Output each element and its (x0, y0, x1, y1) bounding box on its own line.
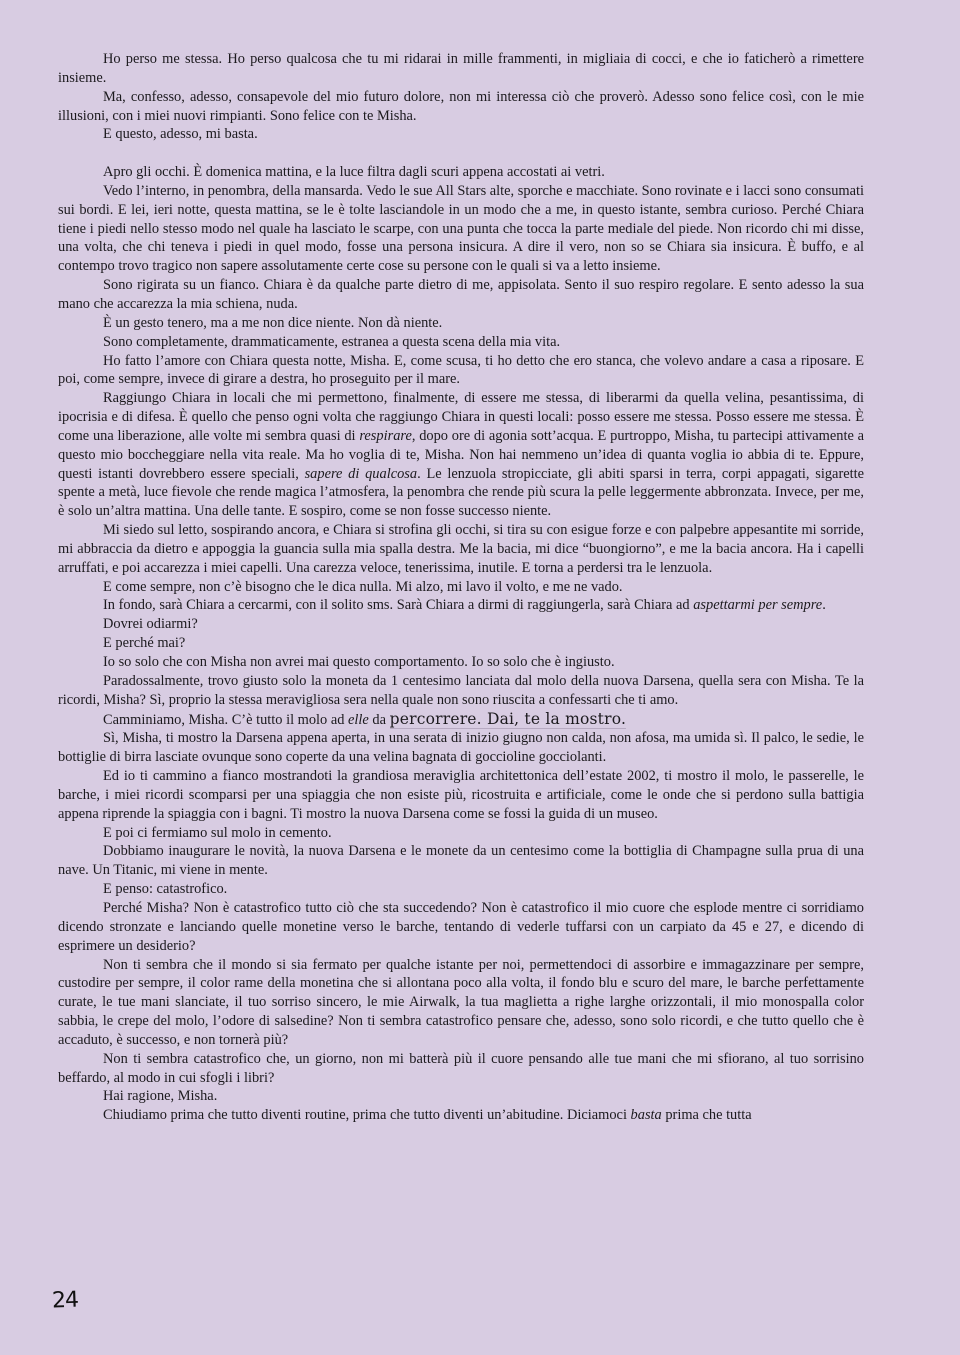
text-run: Sono completamente, drammaticamente, estranea a questa scena della mia vita. (103, 333, 561, 350)
text-run: E come sempre, non c’è bisogno che le dica nulla. Mi alzo, mi lavo il volto, e me ne vado. (103, 578, 623, 595)
text-run: prima che tutta (661, 1107, 752, 1124)
paragraph (58, 1106, 864, 1125)
paragraph (58, 352, 864, 390)
text-run: E penso: catastrofico. (103, 881, 228, 898)
paragraph (58, 163, 864, 182)
text-run: Vedo l’interno, in penombra, della mansarda. Vedo le sue All Stars alte, sporche e macchiate. Sono rovinate e i lacci sono consumati sui bordi. E lei, ieri notte, questa mattina, se le è tolte lasciandole in un modo che a me, in questo istante, sembra curioso. Perché Chiara tiene i piedi nello stesso modo nel quale ha lasciato le scarpe, con una punta che tocca la parte mediale del piede. Non ricordo chi mi disse, una volta, che chi teneva i piedi in quel modo, fosse una persona insicura. A dire il vero, non so se Chiara sia insicura. È buffo, e al contempo trovo tragico non sapere assolutamente certe cose su persone con le quali si va a letto insieme. (58, 182, 864, 275)
paragraph (58, 653, 864, 672)
italic-text: respirare (359, 427, 412, 444)
text-run: Sono rigirata su un fianco. Chiara è da qualche parte dietro di me, appisolata. Sento il suo respiro regolare. E sento adesso la sua mano che accarezza la mia schiena, nuda. (58, 277, 864, 312)
paragraph (58, 125, 864, 144)
text-run: È un gesto tenero, ma a me non dice niente. Non dà niente. (103, 314, 443, 331)
paragraph (58, 521, 864, 578)
paragraph (58, 314, 864, 333)
text-run: Apro gli occhi. È domenica mattina, e la luce filtra dagli scuri appena accostati ai vetri. (103, 164, 605, 181)
text-run: Non ti sembra catastrofico che, un giorno, non mi batterà più il cuore pensando alle tue mani che mi sfiorano, al tuo sorrisino beffardo, al modo in cui sfogli i libri? (58, 1050, 864, 1086)
text-run: Hai ragione, Misha. (103, 1088, 218, 1105)
text-run: Ho fatto l’amore con Chiara questa notte, Misha. E, come scusa, ti ho detto che ero stanca, che volevo andare a casa a riposare. E poi, come sempre, invece di girare a destra, ho proseguito per il mare. (58, 352, 864, 388)
page-number: 24 (51, 1287, 79, 1314)
paragraph (58, 824, 864, 843)
paragraph (58, 880, 864, 899)
italic-text: sapere di qualcosa (304, 465, 418, 482)
text-run: da (368, 711, 390, 728)
text-run: Paradossalmente, trovo giusto solo la moneta da 1 centesimo lanciata dal molo della nuova Darsena, quella sera con Misha. Te la ricordi, Misha? Sì, proprio la stessa meravigliosa sera nella quale non sono riuscita a confessarti che ti amo. (58, 672, 864, 708)
text-run: Non ti sembra che il mondo si sia fermato per qualche istante per noi, permettendoci di assorbire e immagazzinare per sempre, custodire per sempre, il color rame della monetina che si allontana poco alla volta, il fondo blu e scuro del mare, le barche perfettamente curate, le tue mani slanciate, il tuo sorriso sincero, le mie Airwalk, la tua maglietta a righe larghe orizzontali, il mio monospalla color sabbia, le crepe del molo, l’odore di salsedine? Non ti sembra catastrofico pensare che, adesso, sono solo ricordi, e che tutto quello che è accaduto, è successo, e non tornerà più? (58, 956, 864, 1048)
text-run: , dopo ore di agonia sott’acqua. E purtroppo, Misha, tu partecipi attivamente a questo mio boccheggiare nella vita reale. Ma ho voglia di te, Misha. Non hai nemmeno un’idea di quanta voglia io abbia di te. Eppure, questi istanti dovrebbero essere speciali, (58, 427, 864, 482)
text-run: Dobbiamo inaugurare le novità, la nuova Darsena e le monete da un centesimo come la bottiglia di Champagne sulla prua di una nave. Un Titanic, mi viene in mente. (58, 843, 864, 879)
paragraph (58, 842, 864, 880)
text-run: Chiudiamo prima che tutto diventi routine, prima che tutto diventi un’abitudine. Diciamoci (103, 1107, 631, 1124)
paragraph (58, 615, 864, 634)
text-run: Mi siedo sul letto, sospirando ancora, e Chiara si strofina gli occhi, si tira su con esigue forze e con palpebre appesantite mi sorride, mi abbraccia da dietro e appoggia la guancia sulla mia spalla destra. Me la bacia, mi dice “buongiorno”, e me la bacia ancora. Ha i capelli arruffati, e poi accarezza i miei capelli. Una carezza veloce, tenerissima, inutile. E torna a perdersi tra le lenzuola. (58, 522, 864, 576)
text-run: Perché Misha? Non è catastrofico tutto ciò che sta succedendo? Non è catastrofico il mio cuore che esplode mentre ci sorridiamo dicendo stronzate e lanciando quelle monetine verso le barche, tentando di vederle tuffarsi con un carpiato da 45 e 27, e dicendo di esprimere un desiderio? (58, 899, 864, 954)
paragraph (58, 1087, 864, 1106)
paragraph (58, 88, 864, 126)
italic-text: elle (348, 711, 369, 728)
text-run: Ma, confesso, adesso, consapevole del mio futuro dolore, non mi interessa ciò che proverò. Adesso sono felice così, con le mie illusioni, con i miei nuovi rimpianti. Sono felice con te Misha. (58, 88, 864, 124)
paragraph (58, 956, 864, 1050)
text-run: Ed io ti cammino a fianco mostrandoti la grandiosa meraviglia architettonica dell’estate 2002, ti mostro il molo, le passerelle, le barche, i miei ricordi scomparsi per una spiaggia che non esiste più, ricostruita e artificiale, come le onde che si perdono sulla battigia appena riprende la spiaggia con i bagni. Ti mostro la nuova Darsena come se fossi la guida di un museo. (58, 768, 864, 822)
text-run: percorrere. Dai, te la mostro. (389, 709, 627, 728)
paragraph (58, 182, 864, 276)
paragraph (58, 50, 864, 88)
paragraph (58, 276, 864, 314)
paragraph (58, 578, 864, 597)
paragraph (58, 710, 864, 730)
text-run: Dovrei odiarmi? (103, 616, 198, 633)
text-run: Ho perso me stessa. Ho perso qualcosa che tu mi ridarai in mille frammenti, in migliaia di cocci, e che io faticherò a rimettere insieme. (58, 51, 864, 86)
italic-text: aspettarmi per sempre (693, 597, 823, 614)
text-run: Camminiamo, Misha. C’è tutto il molo ad (103, 711, 349, 728)
paragraph (58, 899, 864, 956)
text-run: E perché mai? (103, 635, 186, 652)
paragraph (58, 729, 864, 767)
paragraph (58, 389, 864, 521)
italic-text: basta (630, 1107, 662, 1124)
text-run: E poi ci fermiamo sul molo in cemento. (103, 824, 332, 841)
paragraph (58, 333, 864, 352)
body-text (58, 50, 864, 1125)
text-run: . Le lenzuola stropicciate, gli abiti sparsi in terra, corpi appagati, sigarette spente a metà, luce fievole che rende magica l’atmosfera, la penombra che rende più scura la pelle leggermente abbronzata. Invece, per me, è solo un’altra mattina. Una delle tante. E sospiro, come se non fosse successo niente. (58, 465, 865, 520)
text-run: In fondo, sarà Chiara a cercarmi, con il solito sms. Sarà Chiara a dirmi di raggiungerla, sarà Chiara ad (103, 597, 694, 614)
text-run: Sì, Misha, ti mostro la Darsena appena aperta, in una serata di inizio giugno non calda, non afosa, ma umida sì. Il palco, le sedie, le bottiglie di birra lasciate ovunque sono coperte da una velina bagnata di goccioline gocciolanti. (58, 730, 864, 766)
text-run: Raggiungo Chiara in locali che mi permettono, finalmente, di essere me stessa, di liberarmi da quella velina, pesantissima, di ipocrisia e di difesa. È quello che penso ogni volta che raggiungo Chiara in questi locali: posso essere me stessa. Posso essere me stessa. È come una liberazione, alle volte mi sembra quasi di (58, 390, 864, 444)
paragraph (58, 672, 864, 710)
paragraph (58, 596, 864, 615)
text-run: Io so solo che con Misha non avrei mai questo comportamento. Io so solo che è ingiusto. (103, 654, 615, 670)
text-run: E questo, adesso, mi basta. (103, 126, 258, 143)
text-run: . (822, 597, 826, 614)
paragraph (58, 1050, 864, 1088)
paragraph (58, 634, 864, 653)
paragraph (58, 767, 864, 824)
